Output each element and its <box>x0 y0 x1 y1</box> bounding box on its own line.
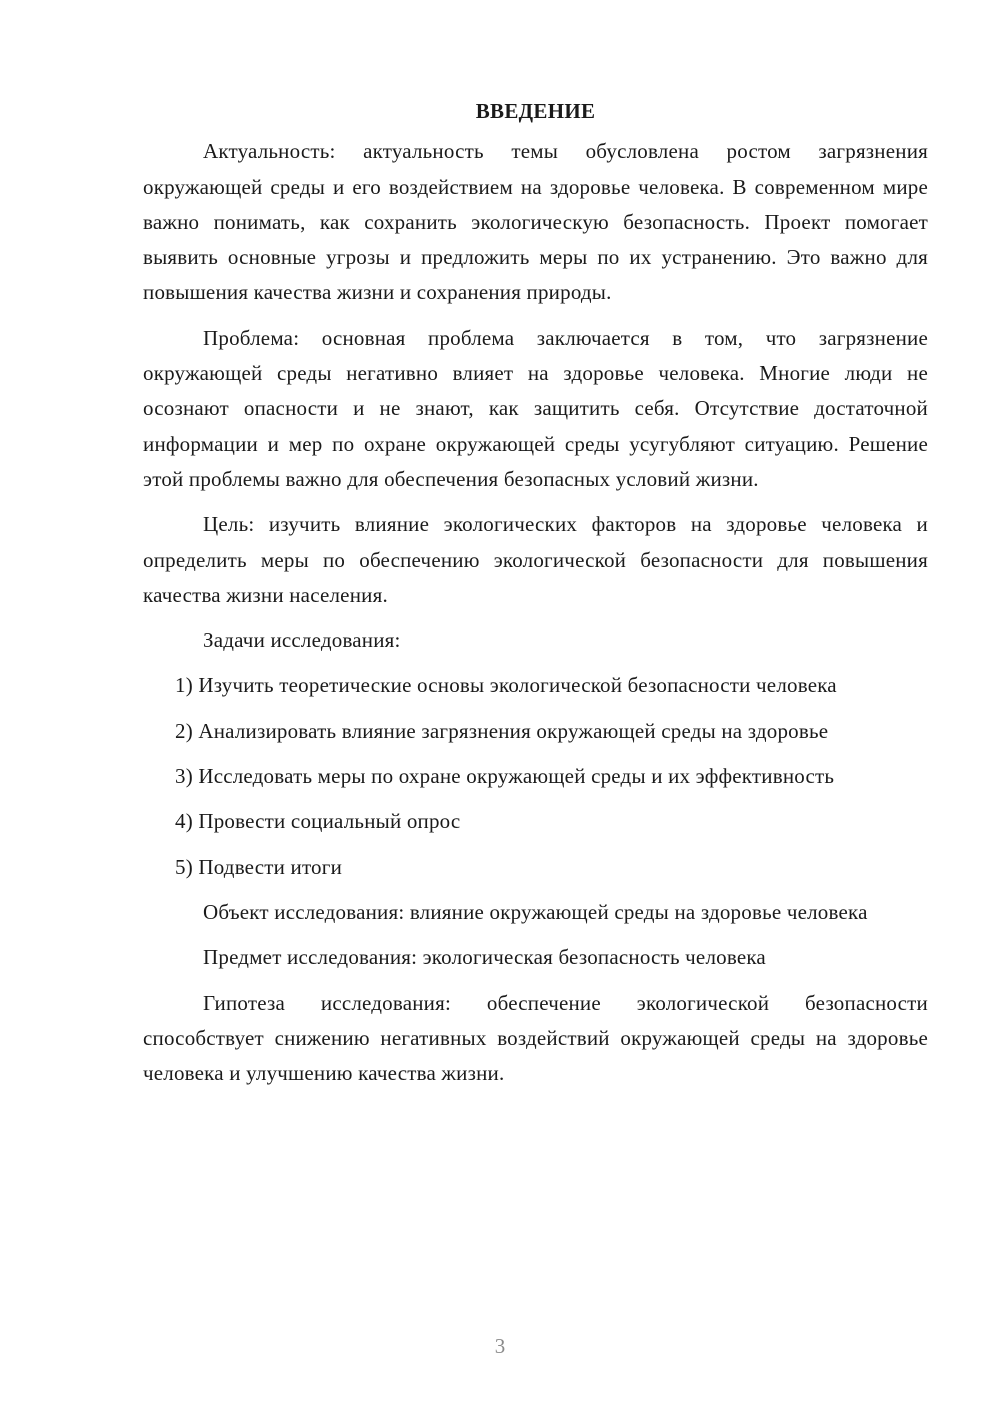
subject-paragraph: Предмет исследования: экологическая безопасность человека <box>203 945 766 970</box>
object-paragraph: Объект исследования: влияние окружающей среды на здоровье человека <box>203 899 868 924</box>
goal-paragraph: Цель: изучить влияние экологических факторов на здоровье человека и определить меры по обеспечению экологической безопасности для повышения качества жизни населения. <box>143 512 928 607</box>
task-item: 3) Исследовать меры по охране окружающей среды и их эффективность <box>175 764 835 789</box>
hypothesis-paragraph: Гипотеза исследования: обеспечение экологической безопасности способствует снижению негативных воздействий окружающей среды на здоровье человека и улучшению качества жизни. <box>143 990 928 1086</box>
section-title: ВВЕДЕНИЕ <box>475 99 596 123</box>
task-item: 4) Провести социальный опрос <box>175 809 461 834</box>
problem-paragraph: Проблема: основная проблема заключается в том, что загрязнение окружающей среды негативно влияет на здоровье человека. Многие люди не осознают опасности и не знают, как защитить себя. Отсутствие достаточной информации и мер по охране окружающей среды усугубляют ситуацию. Решение этой проблемы важно для обеспечения безопасных условий жизни. <box>143 325 928 491</box>
task-item: 5) Подвести итоги <box>175 854 343 879</box>
tasks-list <box>143 668 928 884</box>
page-number: 3 <box>494 1334 506 1358</box>
task-item: 2) Анализировать влияние загрязнения окружающей среды на здоровье <box>175 718 829 743</box>
document-page <box>143 94 928 1101</box>
task-item: 1) Изучить теоретические основы экологической безопасности человека <box>175 673 837 698</box>
tasks-heading: Задачи исследования: <box>203 628 401 653</box>
relevance-paragraph: Актуальность: актуальность темы обусловлена ростом загрязнения окружающей среды и его воздействием на здоровье человека. В современном мире важно понимать, как сохранить экологическую безопасность. Проект помогает выявить основные угрозы и предложить меры по их устранению. Это важно для повышения качества жизни и сохранения природы. <box>143 139 928 305</box>
